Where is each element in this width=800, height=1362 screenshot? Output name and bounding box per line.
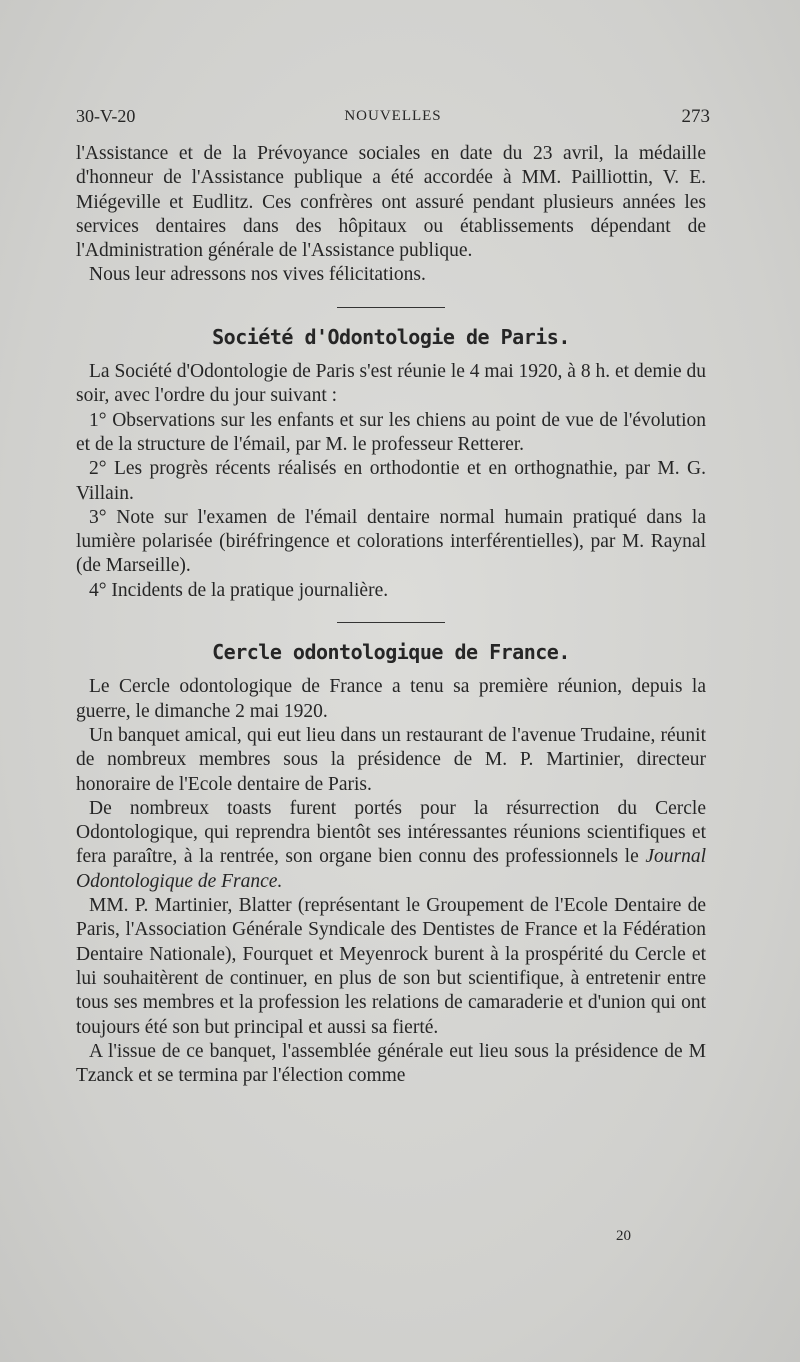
running-header [76, 106, 710, 136]
paragraph-membres: MM. P. Martinier, Blatter (représentant le Groupement de l'Ecole Dentaire de Paris, l'Association Générale Syndicale des Dentistes de France et la Fédération Dentaire Nationale), Fourquet et Meyenrock burent à la prospérité du Cercle et lui souhaitèrent de continuer, en plus de son but scientifique, à entretenir entre tous ses membres et la profession les relations de camaraderie et d'union qui ont toujours été son but principal et aussi sa fierté. [76, 895, 706, 1038]
section-heading-cercle: Cercle odontologique de France. [212, 640, 570, 665]
journal-title: Journal Odontologique de France. [76, 846, 706, 892]
paragraph-reunion: La Société d'Odontologie de Paris s'est réunie le 4 mai 1920, à 8 h. et demie du soir, avec l'ordre du jour suivant : [76, 361, 706, 407]
paragraph-assemblee: A l'issue de ce banquet, l'assemblée générale eut lieu sous la présidence de M Tzanck et se termina par l'élection comme [76, 1040, 706, 1087]
section-heading-societe: Société d'Odontologie de Paris. [212, 324, 570, 349]
paragraph-felicitations: Nous leur adressons nos vives félicitations. [89, 264, 426, 286]
agenda-item-4: 4° Incidents de la pratique journalière. [89, 579, 389, 601]
paragraph-banquet: Un banquet amical, qui eut lieu dans un restaurant de l'avenue Trudaine, réunit de nombreux membres sous la présidence de M. P. Martinier, directeur honoraire de l'Ecole dentaire de Paris. [76, 724, 706, 795]
article-body [76, 142, 706, 1088]
paragraph-medaille: l'Assistance et de la Prévoyance sociales en date du 23 avril, la médaille d'honneur de l'Assistance publique a été accordée à MM. Pailliottin, V. E. Miégeville et Eudlitz. Ces confrères ont assuré pendant plusieurs années les services dentaires dans des hôpitaux ou établissements dépendant de l'Administration générale de l'Assistance publique. [76, 143, 706, 262]
paragraph-toasts-text: De nombreux toasts furent portés pour la résurrection du Cercle Odontologique, qui reprendra bientôt ses intéressantes réunions scientifiques et fera paraître, à la rentrée, son organe bien connu des professionnels le [76, 797, 706, 868]
header-title: NOUVELLES [344, 108, 442, 124]
header-date: 30-V-20 [76, 106, 136, 126]
agenda-item-3: 3° Note sur l'examen de l'émail dentaire normal humain pratiqué dans la lumière polarisée (biréfringence et colorations interférentielles), par M. Raynal (de Marseille). [76, 506, 706, 577]
section-divider [337, 622, 445, 623]
agenda-item-1: 1° Observations sur les enfants et sur les chiens au point de vue de l'évolution et de la structure de l'émail, par M. le professeur Retterer. [76, 409, 706, 455]
section-divider [337, 307, 445, 308]
page-number: 273 [681, 106, 710, 127]
signature-mark: 20 [616, 1228, 631, 1244]
agenda-item-2: 2° Les progrès récents réalisés en orthodontie et en orthognathie, par M. G. Villain. [76, 458, 706, 504]
paragraph-toasts [76, 797, 706, 894]
paragraph-cercle-reunion: Le Cercle odontologique de France a tenu sa première réunion, depuis la guerre, le dimanche 2 mai 1920. [76, 676, 706, 722]
